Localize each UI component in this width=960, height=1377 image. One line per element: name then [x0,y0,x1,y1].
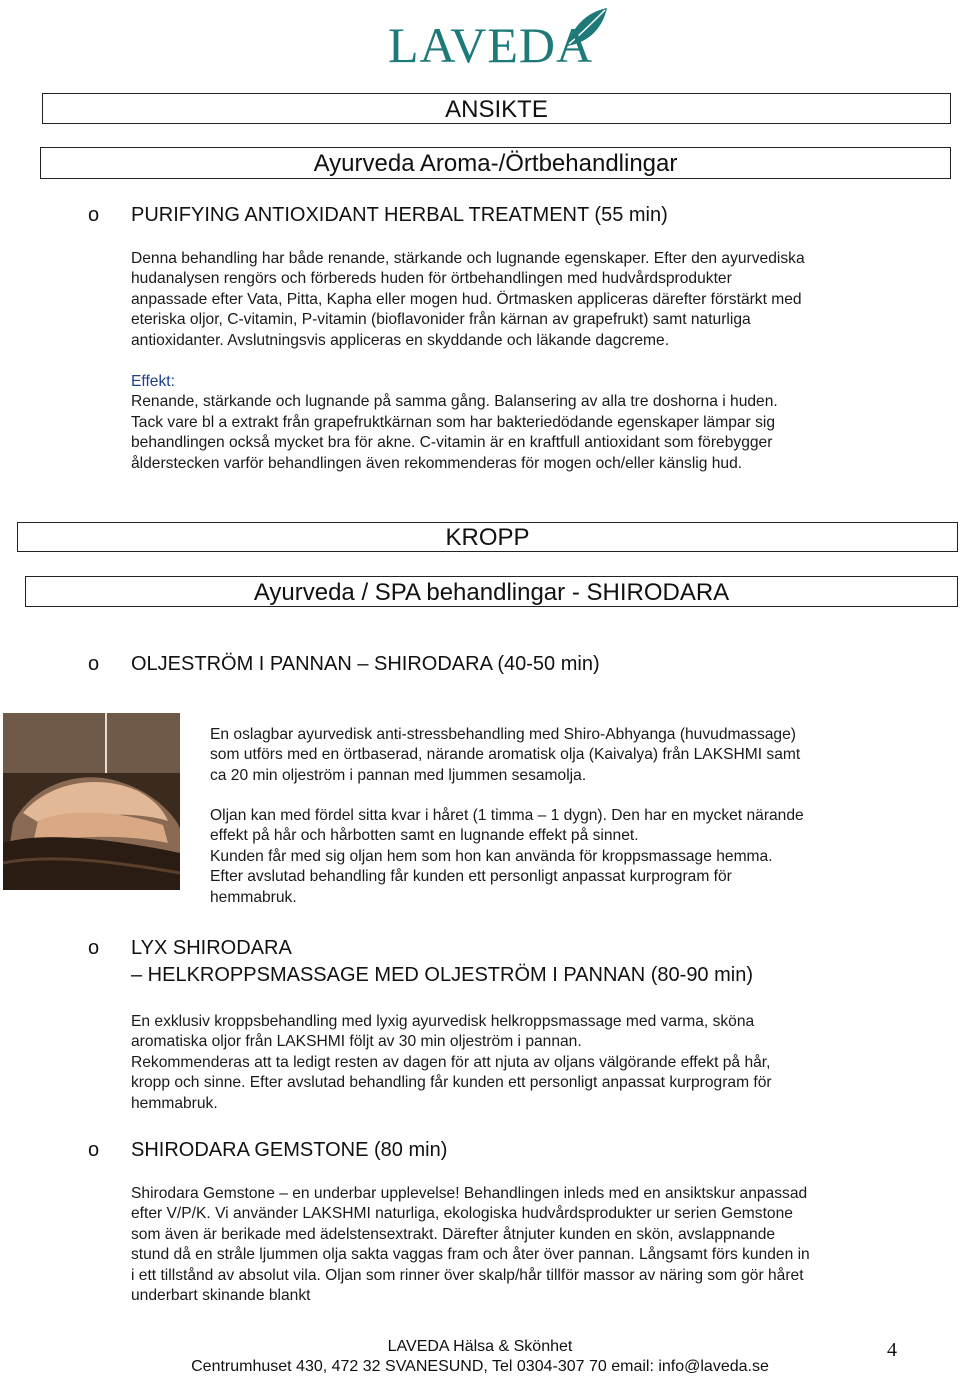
treatment-heading [88,936,888,962]
text-line: Efter avslutad behandling får kunden ett personligt anpassat kurprogram för [210,868,732,886]
text-line: som även är berikade med ädelstensextrakt. Därefter åtnjuter kunden en skön, avslappnande [131,1225,776,1243]
logo-text: LAVEDA [388,17,594,73]
bullet-marker: o [88,653,100,675]
treatment-title: LYX SHIRODARA [131,937,292,959]
text-line: behandlingen också mycket bra för akne. C-vitamin är en kraftfull antioxidant som förebygger [131,434,773,452]
treatment-description [210,725,910,786]
text-line: anpassade efter Vata, Pitta, Kapha eller mogen hud. Örtmasken appliceras därefter förstärkt med [131,290,802,308]
section-subtitle: Ayurveda / SPA behandlingar - SHIRODARA [253,579,730,606]
shirodara-illustration [3,713,180,890]
text-line: efter V/P/K. Vi använder LAKSHMI naturliga, ekologiska hudvårdsprodukter ur serien Gemstone [131,1205,793,1223]
treatment-description [210,806,910,908]
bullet-marker: o [88,204,100,226]
section-subtitle-box [40,147,951,179]
treatment-description [131,249,931,351]
shirodara-photo [3,713,180,890]
text-line: som utförs med en örtbaserad, närande aromatisk olja (Kaivalya) från LAKSHMI samt [210,746,801,764]
text-line: hudanalysen rengörs och förbereds huden för örtbehandlingen med hudvårdsprodukter [131,270,732,288]
text-line: Tack vare bl a extrakt från grapefruktkärnan som har bakteriedödande egenskaper lämpar sig [131,413,776,431]
treatment-title: SHIRODARA GEMSTONE (80 min) [131,1139,448,1161]
text-line: En oslagbar ayurvedisk anti-stressbehandling med Shiro-Abhyanga (huvudmassage) [210,726,796,743]
text-line: ca 20 min oljeström i pannan med ljummen sesamolja. [210,766,587,784]
text-line: hemmabruk. [210,888,297,906]
text-line: Rekommenderas att ta ledigt resten av dagen för att njuta av oljans välgörande effekt på hår, [131,1053,771,1071]
text-line: eteriska oljor, C-vitamin, P-vitamin (bioflavonider från kärnan av grapefrukt) samt naturliga [131,311,751,329]
section-title-box [42,93,951,124]
text-line: kropp och sinne. Efter avslutad behandling får kunden ett personligt anpassat kurprogram för [131,1074,772,1092]
section-title: KROPP [445,524,530,551]
text-line: Renande, stärkande och lugnande på samma gång. Balansering av alla tre doshorna i huden. [131,393,778,411]
section-subtitle-box [25,576,958,607]
text-line: ålderstecken varför behandlingen även rekommenderas för mogen och/eller känslig hud. [131,454,743,472]
text-line: antioxidanter. Avslutningsvis appliceras en skyddande och läkande dagcreme. [131,331,670,349]
bullet-marker: o [88,1139,100,1161]
text-line: effekt på hår och hårbotten samt en lugnande effekt på sinnet. [210,827,639,845]
text-line: Shirodara Gemstone – en underbar upplevelse! Behandlingen inleds med en ansiktskur anpassad [131,1185,808,1202]
treatment-description [131,1012,931,1114]
treatment-subtitle: – HELKROPPSMASSAGE MED OLJESTRÖM I PANNAN (80-90 min) [131,964,754,986]
logo [0,2,960,72]
treatment-description [131,1184,931,1306]
text-line: i ett tillstånd av absolut vila. Oljan som rinner över skalp/hår tillför massor av näring som gör håret [131,1266,804,1284]
bullet-marker: o [88,937,100,959]
text-line: Kunden får med sig oljan hem som hon kan använda för kroppsmassage hemma. [210,847,773,865]
treatment-heading [88,1138,888,1164]
text-line: Oljan kan med fördel sitta kvar i håret (1 timma – 1 dygn). Den har en mycket närande [210,807,804,824]
text-line: stund då en stråle ljummen olja sakta vaggas fram och åter över pannan. Långsamt förs kunden in [131,1246,810,1264]
treatment-heading [88,652,888,678]
text-line: aromatiska oljor från LAKSHMI följt av 30 min oljeström i pannan. [131,1033,582,1051]
footer-company: LAVEDA Hälsa & Skönhet [387,1338,573,1355]
treatment-title: OLJESTRÖM I PANNAN – SHIRODARA (40-50 min) [131,653,600,675]
section-subtitle: Ayurveda Aroma-/Örtbehandlingar [313,150,678,177]
text-line: underbart skinande blankt [131,1287,311,1305]
effekt-block [131,372,931,474]
text-line: En exklusiv kroppsbehandling med lyxig ayurvedisk helkroppsmassage med varma, sköna [131,1013,755,1030]
effekt-label: Effekt: [131,373,175,390]
text-line: Denna behandling har både renande, stärkande och lugnande egenskaper. Efter den ayurvediska [131,250,805,267]
page-number: 4 [887,1339,897,1361]
text-line: hemmabruk. [131,1094,218,1112]
section-title-box [17,522,958,552]
section-title: ANSIKTE [445,96,548,123]
treatment-title: PURIFYING ANTIOXIDANT HERBAL TREATMENT (55 min) [131,204,668,226]
footer-address: Centrumhuset 430, 472 32 SVANESUND, Tel 0304-307 70 email: info@laveda.se [191,1358,769,1375]
treatment-heading-continued [88,963,888,989]
treatment-heading [88,203,888,229]
